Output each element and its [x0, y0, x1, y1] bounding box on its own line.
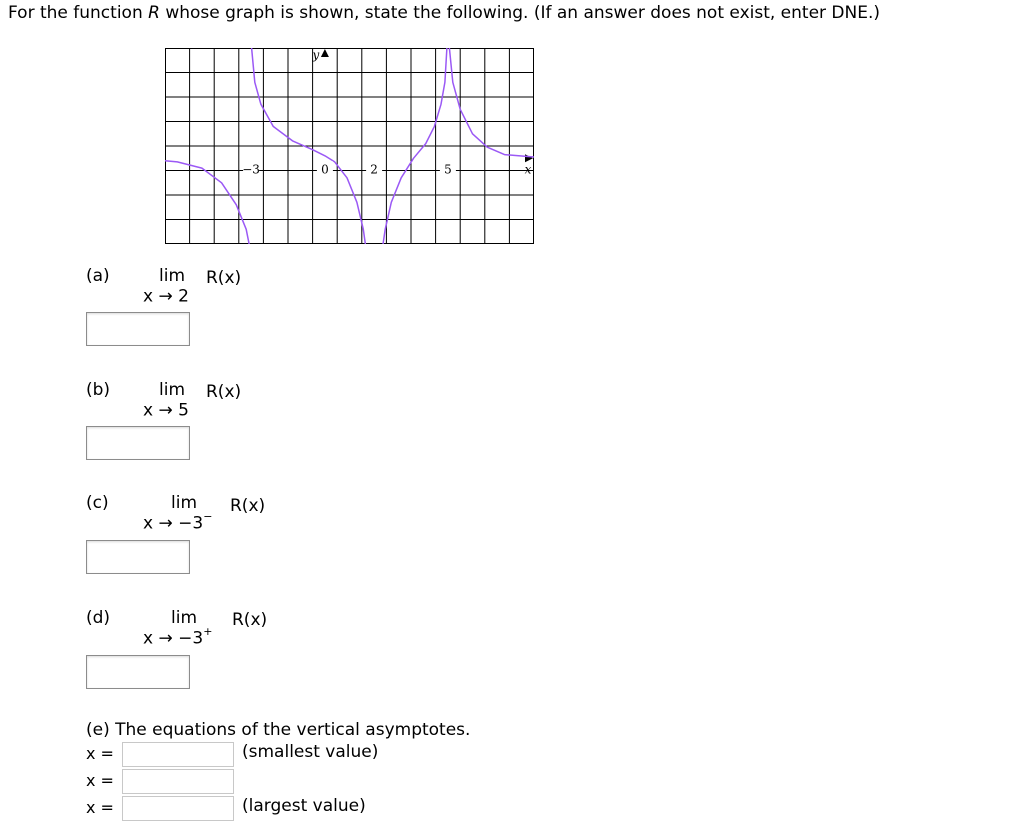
part-b-answer-input[interactable]	[86, 426, 190, 460]
part-a-lim: lim	[159, 266, 186, 286]
graph-grid	[165, 48, 534, 244]
part-a-answer-input[interactable]	[86, 312, 190, 346]
part-c-lim: lim	[171, 493, 198, 513]
x-axis-arrow	[525, 154, 533, 162]
asymptote-3-prefix: x =	[86, 798, 114, 817]
asymptote-2-input[interactable]	[122, 769, 234, 794]
part-c-approach: x → −3−	[143, 510, 213, 534]
part-a-label: (a)	[86, 266, 110, 286]
asymptote-3-note: (largest value)	[242, 796, 366, 816]
part-d-expression: R(x)	[232, 610, 268, 630]
tick-label: 5	[444, 162, 452, 177]
part-b-label: (b)	[86, 380, 111, 400]
graph-axes	[321, 49, 533, 162]
asymptote-1-input[interactable]	[122, 742, 234, 767]
part-a-approach: x → 2	[143, 286, 189, 307]
part-c-expression: R(x)	[230, 496, 266, 516]
asymptote-1-prefix: x =	[86, 744, 114, 763]
part-d-answer-input[interactable]	[86, 655, 190, 689]
part-d-lim: lim	[171, 608, 198, 628]
part-b-approach: x → 5	[143, 400, 189, 421]
asymptote-3-input[interactable]	[122, 796, 234, 821]
part-d-label: (d)	[86, 608, 111, 628]
graph-labels	[242, 48, 531, 176]
part-c-answer-input[interactable]	[86, 540, 190, 574]
tick-label: 2	[370, 162, 378, 177]
tick-label: −3	[242, 162, 260, 177]
part-b-lim: lim	[159, 380, 186, 400]
curve-branch-4	[449, 48, 534, 157]
curve-branch-1	[165, 161, 250, 244]
tick-label: 0	[321, 162, 329, 177]
part-d-approach: x → −3+	[143, 625, 213, 649]
part-b-expression: R(x)	[206, 382, 242, 402]
part-e-heading: (e) The equations of the vertical asymptotes.	[86, 720, 471, 740]
asymptote-1-note: (smallest value)	[242, 742, 379, 762]
instruction-text: For the function R whose graph is shown, state the following. (If an answer does not exist, enter DNE.)	[8, 3, 881, 23]
function-graph	[165, 48, 534, 244]
function-name: R	[148, 3, 160, 23]
y-axis-arrow	[321, 49, 329, 57]
y-axis-label: y	[312, 48, 320, 62]
part-c-label: (c)	[86, 493, 109, 513]
part-a-expression: R(x)	[206, 268, 242, 288]
graph-svg	[165, 48, 534, 244]
x-axis-label: x	[524, 162, 532, 177]
asymptote-2-prefix: x =	[86, 771, 114, 790]
